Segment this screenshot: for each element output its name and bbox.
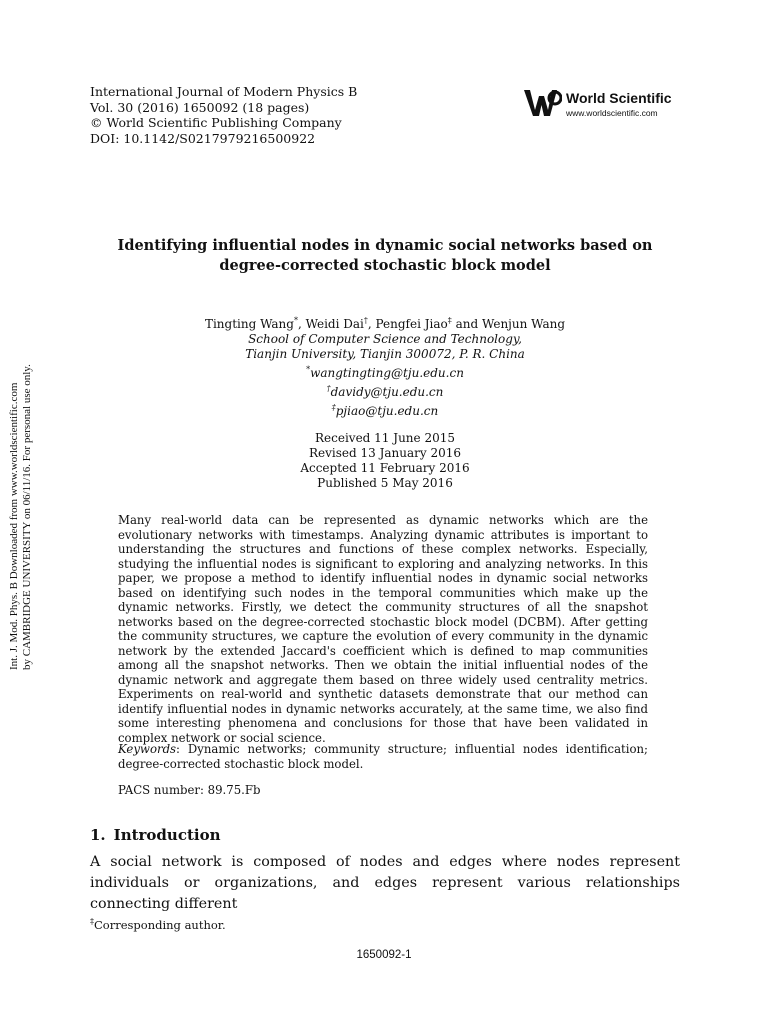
email-mark: * [306, 365, 311, 374]
affiliation-line-2: Tianjin University, Tianjin 300072, P. R. China [245, 347, 525, 361]
pacs-number: PACS number: 89.75.Fb [118, 783, 261, 797]
author-block [90, 313, 680, 419]
author-mark: ‡ [447, 316, 452, 325]
email-line [90, 381, 680, 400]
author-separator: , [297, 317, 306, 331]
journal-volume: Vol. 30 (2016) 1650092 (18 pages) [90, 99, 310, 115]
journal-name: International Journal of Modern Physics B [90, 84, 358, 99]
title-line-1: Identifying influential nodes in dynamic social networks based on [117, 237, 653, 254]
author-mark: * [293, 316, 298, 325]
email-line [90, 400, 680, 419]
journal-doi: DOI: 10.1142/S0217979216500922 [90, 130, 316, 146]
section-title: Introduction [113, 826, 221, 844]
intro-paragraph: A social network is composed of nodes and edges where nodes represent individuals or organizations, and edges represent various relationships connecting different [90, 854, 680, 912]
logo-url: www.worldscientific.com [566, 108, 658, 118]
journal-info [90, 84, 357, 146]
author-list [90, 313, 680, 332]
section-heading [90, 826, 221, 844]
world-scientific-logo-icon [522, 86, 562, 120]
author-name: Tingting Wang [204, 317, 294, 331]
author-separator: and [451, 317, 482, 331]
side-note-line-2: by CAMBRIDGE UNIVERSITY on 06/11/16. For personal use only. [21, 364, 33, 670]
affiliation-line-1: School of Computer Science and Technology, [248, 332, 522, 346]
email-address[interactable]: davidy@tju.edu.cn [330, 385, 444, 399]
email-mark: † [326, 384, 331, 393]
author-mark: † [363, 316, 368, 325]
footnote-text: Corresponding author. [94, 917, 226, 932]
section-number: 1. [90, 826, 106, 844]
revised-date: Revised 13 January 2016 [308, 446, 462, 460]
author-name: Pengfei Jiao [375, 317, 448, 331]
received-date: Received 11 June 2015 [315, 431, 455, 445]
keywords-label: Keywords [118, 742, 177, 756]
abstract: Many real-world data can be represented as dynamic networks which are the evolutionary networks with timestamps. Analyzing dynamic attributes is important to understanding the structures and functions of these complex networks. Especially, studying the influential nodes is significant to exploring and analyzing networks. In this paper, we propose a method to identify influential nodes in dynamic social networks based on identifying such nodes in the temporal communities which make up the dynamic networks. Firstly, we detect the community structures of all the snapshot networks based on the degree-corrected stochastic block model (DCBM). After getting the community structures, we capture the evolution of every community in the dynamic network by the extended Jaccard's coefficient which is defined to map communities among all the snapshot networks. Then we obtain the initial influential nodes of the dynamic network and aggregate them based on three widely used centrality metrics. Experiments on real-world and synthetic datasets demonstrate that our method can identify influential nodes in dynamic networks accurately, at the same time, we also find some interesting phenomena and conclusions for those that have been validated in complex network or social science. [118, 513, 648, 745]
page-number: 1650092-1 [356, 949, 412, 961]
email-address[interactable]: wangtingting@tju.edu.cn [310, 366, 464, 380]
keywords-text: : Dynamic networks; community structure; influential nodes identification; degree-corrected stochastic block model. [118, 742, 648, 771]
author-name: Weidi Dai [305, 317, 364, 331]
logo-name: World Scientific [566, 90, 672, 106]
side-note-line-1: Int. J. Mod. Phys. B Downloaded from www.worldscientific.com [8, 382, 20, 670]
footnote-mark: ‡ [90, 917, 94, 926]
journal-copyright: © World Scientific Publishing Company [90, 115, 342, 130]
paper-title [90, 236, 680, 276]
author-separator: , [367, 317, 376, 331]
download-side-note [8, 340, 34, 670]
publisher-logo [522, 84, 692, 124]
email-mark: ‡ [331, 403, 336, 412]
accepted-date: Accepted 11 February 2016 [300, 461, 470, 475]
footnote [90, 917, 226, 932]
keywords [118, 742, 648, 771]
title-line-2: degree-corrected stochastic block model [219, 257, 551, 274]
publication-dates [90, 431, 680, 491]
email-line [90, 362, 680, 381]
author-name: Wenjun Wang [481, 317, 566, 331]
published-date: Published 5 May 2016 [317, 476, 453, 490]
email-address[interactable]: pjiao@tju.edu.cn [335, 404, 439, 418]
